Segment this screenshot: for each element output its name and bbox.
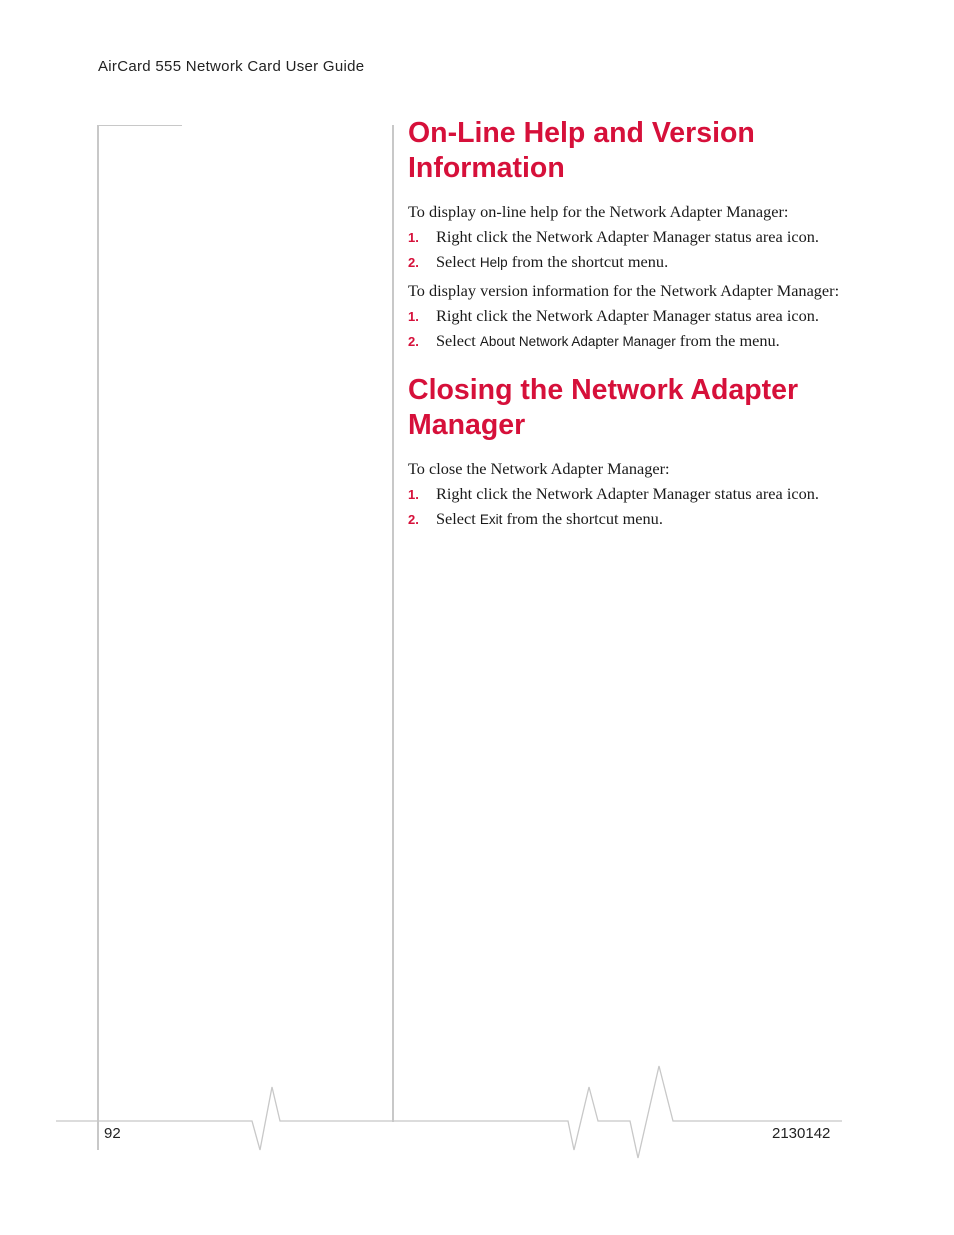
main-content [408,116,848,529]
step-number: 2. [408,334,419,349]
steps-help [408,228,848,272]
intro-version: To display version information for the Network Adapter Manager: [408,281,840,300]
step-number: 2. [408,255,419,270]
list-item: 1. Right click the Network Adapter Manager status area icon. [408,227,819,246]
steps-version [408,307,848,351]
step-number: 1. [408,309,419,324]
intro-closing: To close the Network Adapter Manager: [408,459,670,478]
ui-term-about: About Network Adapter Manager [479,334,676,349]
step-number: 2. [408,512,419,527]
running-header: AirCard 555 Network Card User Guide [98,58,365,75]
section-title-help: On-Line Help and Version Information [408,117,755,184]
list-item: 1. Right click the Network Adapter Manager status area icon. [408,306,819,325]
section-title-closing: Closing the Network Adapter Manager [408,374,799,441]
document-number: 2130142 [772,1125,831,1142]
list-item: 2. Select Exit from the shortcut menu. [408,509,663,528]
intro-help: To display on-line help for the Network Adapter Manager: [408,202,789,221]
list-item: 1. Right click the Network Adapter Manager status area icon. [408,484,819,503]
ui-term-help: Help [479,255,508,270]
page-number: 92 [104,1125,121,1142]
list-item: 2. Select Help from the shortcut menu. [408,252,669,271]
step-number: 1. [408,487,419,502]
step-number: 1. [408,230,419,245]
list-item: 2. Select About Network Adapter Manager from the menu. [408,331,780,350]
steps-closing [408,485,848,529]
ui-term-exit: Exit [479,512,503,527]
